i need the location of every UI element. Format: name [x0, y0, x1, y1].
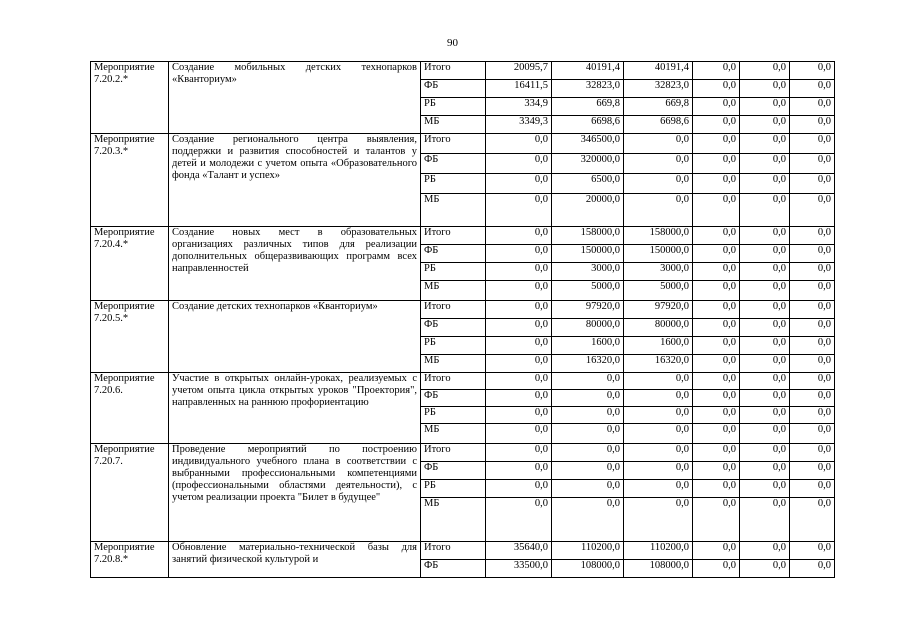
- amount-cell: 0,0: [624, 480, 693, 498]
- amount-cell: 0,0: [693, 116, 740, 134]
- amount-cell: 0,0: [486, 373, 552, 390]
- amount-cell: 0,0: [693, 80, 740, 98]
- amount-cell: 0,0: [790, 98, 835, 116]
- funding-source: ФБ: [421, 154, 486, 174]
- amount-cell: 0,0: [740, 480, 790, 498]
- amount-cell: 0,0: [740, 542, 790, 560]
- amount-cell: 0,0: [693, 390, 740, 407]
- amount-cell: 108000,0: [624, 560, 693, 578]
- amount-cell: 0,0: [693, 560, 740, 578]
- amount-cell: 0,0: [693, 337, 740, 355]
- table-row: [91, 227, 835, 245]
- amount-cell: 0,0: [486, 263, 552, 281]
- amount-cell: 0,0: [790, 319, 835, 337]
- amount-cell: 97920,0: [552, 301, 624, 319]
- amount-cell: 0,0: [740, 281, 790, 301]
- amount-cell: 0,0: [693, 373, 740, 390]
- amount-cell: 97920,0: [624, 301, 693, 319]
- amount-cell: 20000,0: [552, 194, 624, 227]
- amount-cell: 3349,3: [486, 116, 552, 134]
- amount-cell: 40191,4: [552, 62, 624, 80]
- amount-cell: 6500,0: [552, 174, 624, 194]
- amount-cell: 3000,0: [624, 263, 693, 281]
- measure-description: Создание регионального центра выявления, поддержки и развития способностей и талантов у детей и молодежи с учетом опыта «Образовательного фонда «Талант и успех»: [169, 134, 421, 227]
- table-row: [91, 373, 835, 390]
- amount-cell: 0,0: [624, 154, 693, 174]
- amount-cell: 0,0: [693, 62, 740, 80]
- funding-source: МБ: [421, 281, 486, 301]
- amount-cell: 0,0: [790, 560, 835, 578]
- amount-cell: 0,0: [740, 424, 790, 444]
- amount-cell: 16320,0: [552, 355, 624, 373]
- page-number: 90: [447, 37, 458, 49]
- amount-cell: 0,0: [624, 373, 693, 390]
- funding-source: ФБ: [421, 560, 486, 578]
- amount-cell: 0,0: [790, 174, 835, 194]
- amount-cell: 0,0: [552, 498, 624, 542]
- funding-table: [90, 61, 835, 578]
- amount-cell: 150000,0: [552, 245, 624, 263]
- funding-source: МБ: [421, 424, 486, 444]
- amount-cell: 110200,0: [624, 542, 693, 560]
- amount-cell: 150000,0: [624, 245, 693, 263]
- amount-cell: 0,0: [790, 337, 835, 355]
- amount-cell: 3000,0: [552, 263, 624, 281]
- amount-cell: 0,0: [740, 194, 790, 227]
- amount-cell: 5000,0: [552, 281, 624, 301]
- amount-cell: 0,0: [740, 227, 790, 245]
- amount-cell: 0,0: [790, 355, 835, 373]
- amount-cell: 0,0: [486, 462, 552, 480]
- amount-cell: 334,9: [486, 98, 552, 116]
- amount-cell: 0,0: [693, 407, 740, 424]
- amount-cell: 20095,7: [486, 62, 552, 80]
- amount-cell: 0,0: [740, 80, 790, 98]
- measure-description: Создание мобильных детских технопарков «Кванториум»: [169, 62, 421, 134]
- amount-cell: 0,0: [790, 263, 835, 281]
- funding-source: Итого: [421, 134, 486, 154]
- amount-cell: 32823,0: [624, 80, 693, 98]
- measure-code: Мероприятие 7.20.8.*: [91, 542, 169, 578]
- amount-cell: 0,0: [740, 174, 790, 194]
- amount-cell: 80000,0: [552, 319, 624, 337]
- amount-cell: 0,0: [693, 281, 740, 301]
- amount-cell: 0,0: [693, 263, 740, 281]
- amount-cell: 0,0: [486, 444, 552, 462]
- funding-source: ФБ: [421, 462, 486, 480]
- amount-cell: 0,0: [693, 424, 740, 444]
- amount-cell: 0,0: [740, 462, 790, 480]
- amount-cell: 0,0: [693, 355, 740, 373]
- amount-cell: 0,0: [790, 245, 835, 263]
- amount-cell: 0,0: [740, 301, 790, 319]
- funding-source: Итого: [421, 542, 486, 560]
- amount-cell: 669,8: [552, 98, 624, 116]
- funding-source: ФБ: [421, 245, 486, 263]
- amount-cell: 0,0: [740, 245, 790, 263]
- amount-cell: 0,0: [740, 355, 790, 373]
- table-row: [91, 62, 835, 80]
- funding-source: РБ: [421, 98, 486, 116]
- amount-cell: 0,0: [693, 227, 740, 245]
- table-row: [91, 134, 835, 154]
- measure-code: Мероприятие 7.20.5.*: [91, 301, 169, 373]
- amount-cell: 0,0: [740, 116, 790, 134]
- amount-cell: 0,0: [693, 174, 740, 194]
- amount-cell: 0,0: [486, 498, 552, 542]
- amount-cell: 0,0: [486, 174, 552, 194]
- amount-cell: 0,0: [740, 134, 790, 154]
- amount-cell: 158000,0: [624, 227, 693, 245]
- amount-cell: 0,0: [693, 98, 740, 116]
- amount-cell: 0,0: [693, 498, 740, 542]
- amount-cell: 0,0: [624, 390, 693, 407]
- amount-cell: 0,0: [740, 263, 790, 281]
- amount-cell: 0,0: [693, 154, 740, 174]
- amount-cell: 320000,0: [552, 154, 624, 174]
- table-row: [91, 542, 835, 560]
- amount-cell: 32823,0: [552, 80, 624, 98]
- measure-code: Мероприятие 7.20.7.: [91, 444, 169, 542]
- amount-cell: 0,0: [624, 407, 693, 424]
- amount-cell: 0,0: [740, 560, 790, 578]
- amount-cell: 0,0: [693, 301, 740, 319]
- amount-cell: 108000,0: [552, 560, 624, 578]
- amount-cell: 0,0: [486, 407, 552, 424]
- amount-cell: 0,0: [693, 245, 740, 263]
- amount-cell: 0,0: [552, 407, 624, 424]
- amount-cell: 0,0: [486, 227, 552, 245]
- measure-code: Мероприятие 7.20.6.: [91, 373, 169, 444]
- amount-cell: 0,0: [693, 462, 740, 480]
- funding-source: РБ: [421, 337, 486, 355]
- amount-cell: 0,0: [790, 498, 835, 542]
- amount-cell: 0,0: [740, 444, 790, 462]
- amount-cell: 0,0: [693, 480, 740, 498]
- table-body: [91, 62, 835, 578]
- funding-source: РБ: [421, 174, 486, 194]
- amount-cell: 0,0: [790, 62, 835, 80]
- funding-source: Итого: [421, 444, 486, 462]
- funding-source: ФБ: [421, 390, 486, 407]
- table-row: [91, 301, 835, 319]
- funding-source: МБ: [421, 355, 486, 373]
- amount-cell: 0,0: [486, 281, 552, 301]
- amount-cell: 0,0: [740, 373, 790, 390]
- funding-source: Итого: [421, 227, 486, 245]
- amount-cell: 33500,0: [486, 560, 552, 578]
- amount-cell: 0,0: [740, 407, 790, 424]
- amount-cell: 0,0: [486, 194, 552, 227]
- amount-cell: 6698,6: [624, 116, 693, 134]
- measure-description: Участие в открытых онлайн-уроках, реализуемых с учетом опыта цикла открытых уроков "Проектория", направленных на раннюю профориентацию: [169, 373, 421, 444]
- amount-cell: 0,0: [486, 390, 552, 407]
- amount-cell: 0,0: [624, 134, 693, 154]
- amount-cell: 0,0: [790, 301, 835, 319]
- funding-source: РБ: [421, 480, 486, 498]
- amount-cell: 1600,0: [624, 337, 693, 355]
- amount-cell: 0,0: [552, 480, 624, 498]
- funding-source: РБ: [421, 263, 486, 281]
- table-row: [91, 444, 835, 462]
- funding-source: МБ: [421, 116, 486, 134]
- amount-cell: 0,0: [790, 462, 835, 480]
- amount-cell: 0,0: [790, 542, 835, 560]
- amount-cell: 0,0: [740, 498, 790, 542]
- funding-source: МБ: [421, 498, 486, 542]
- amount-cell: 0,0: [552, 444, 624, 462]
- amount-cell: 669,8: [624, 98, 693, 116]
- amount-cell: 0,0: [693, 319, 740, 337]
- amount-cell: 0,0: [693, 194, 740, 227]
- amount-cell: 0,0: [790, 424, 835, 444]
- amount-cell: 16320,0: [624, 355, 693, 373]
- amount-cell: 0,0: [740, 337, 790, 355]
- amount-cell: 0,0: [486, 301, 552, 319]
- amount-cell: 0,0: [624, 462, 693, 480]
- measure-description: Создание детских технопарков «Кванториум»: [169, 301, 421, 373]
- amount-cell: 0,0: [693, 542, 740, 560]
- amount-cell: 0,0: [790, 80, 835, 98]
- amount-cell: 80000,0: [624, 319, 693, 337]
- measure-code: Мероприятие 7.20.2.*: [91, 62, 169, 134]
- measure-description: Создание новых мест в образовательных организациях различных типов для реализации дополнительных общеразвивающих программ всех направленностей: [169, 227, 421, 301]
- amount-cell: 0,0: [552, 373, 624, 390]
- amount-cell: 158000,0: [552, 227, 624, 245]
- amount-cell: 0,0: [552, 462, 624, 480]
- funding-source: МБ: [421, 194, 486, 227]
- amount-cell: 0,0: [790, 227, 835, 245]
- amount-cell: 0,0: [790, 194, 835, 227]
- amount-cell: 346500,0: [552, 134, 624, 154]
- amount-cell: 0,0: [624, 174, 693, 194]
- amount-cell: 0,0: [624, 498, 693, 542]
- amount-cell: 0,0: [486, 134, 552, 154]
- amount-cell: 40191,4: [624, 62, 693, 80]
- measure-description: Обновление материально-технической базы для занятий физической культурой и: [169, 542, 421, 578]
- amount-cell: 0,0: [740, 319, 790, 337]
- amount-cell: 0,0: [790, 444, 835, 462]
- amount-cell: 0,0: [486, 355, 552, 373]
- amount-cell: 0,0: [790, 373, 835, 390]
- amount-cell: 0,0: [552, 390, 624, 407]
- amount-cell: 0,0: [486, 245, 552, 263]
- amount-cell: 0,0: [790, 480, 835, 498]
- amount-cell: 0,0: [790, 390, 835, 407]
- amount-cell: 0,0: [486, 480, 552, 498]
- measure-description: Проведение мероприятий по построению индивидуального учебного плана в соответствии с выбранными профессиональными компетенциями (профессиональными областями деятельности), с учетом реализации проекта "Билет в будущее": [169, 444, 421, 542]
- amount-cell: 0,0: [693, 134, 740, 154]
- amount-cell: 5000,0: [624, 281, 693, 301]
- amount-cell: 1600,0: [552, 337, 624, 355]
- funding-source: ФБ: [421, 80, 486, 98]
- amount-cell: 0,0: [790, 154, 835, 174]
- amount-cell: 0,0: [740, 390, 790, 407]
- amount-cell: 0,0: [486, 337, 552, 355]
- amount-cell: 110200,0: [552, 542, 624, 560]
- amount-cell: 0,0: [486, 424, 552, 444]
- amount-cell: 0,0: [624, 444, 693, 462]
- funding-source: ФБ: [421, 319, 486, 337]
- funding-source: РБ: [421, 407, 486, 424]
- funding-source: Итого: [421, 373, 486, 390]
- amount-cell: 0,0: [790, 116, 835, 134]
- funding-source: Итого: [421, 62, 486, 80]
- amount-cell: 0,0: [486, 154, 552, 174]
- funding-source: Итого: [421, 301, 486, 319]
- measure-code: Мероприятие 7.20.4.*: [91, 227, 169, 301]
- amount-cell: 35640,0: [486, 542, 552, 560]
- amount-cell: 0,0: [790, 281, 835, 301]
- amount-cell: 0,0: [790, 134, 835, 154]
- amount-cell: 0,0: [740, 154, 790, 174]
- amount-cell: 6698,6: [552, 116, 624, 134]
- measure-code: Мероприятие 7.20.3.*: [91, 134, 169, 227]
- amount-cell: 0,0: [624, 424, 693, 444]
- amount-cell: 0,0: [693, 444, 740, 462]
- amount-cell: 0,0: [740, 98, 790, 116]
- amount-cell: 0,0: [790, 407, 835, 424]
- amount-cell: 16411,5: [486, 80, 552, 98]
- amount-cell: 0,0: [624, 194, 693, 227]
- amount-cell: 0,0: [740, 62, 790, 80]
- amount-cell: 0,0: [552, 424, 624, 444]
- amount-cell: 0,0: [486, 319, 552, 337]
